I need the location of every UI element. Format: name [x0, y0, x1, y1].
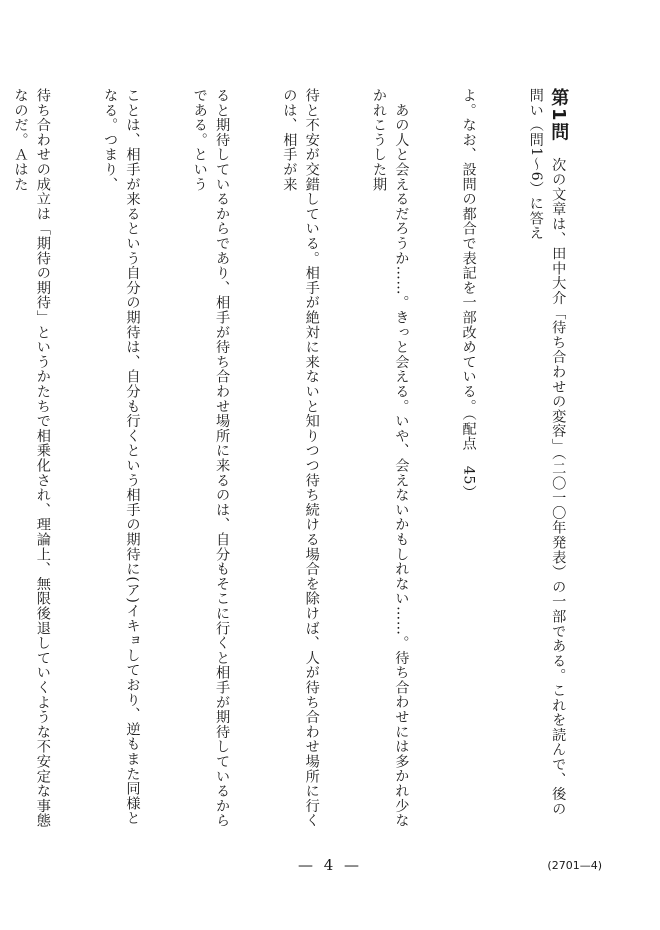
- page-code: (2701—4): [547, 859, 602, 872]
- question-label: 第1問: [548, 88, 570, 143]
- text-line: ると期待しているからであり、相手が待ち合わせ場所に来るのは、自分もそこに行くと相手が期待しているからである。という: [191, 88, 231, 828]
- text-line: あの人と会えるだろうか……。きっと会える。いや、会えないかもしれない……。待ち合わせには多かれ少なかれこうした期: [370, 88, 410, 828]
- question-instructions: 次の文章は、田中大介「待ち合わせの変容」（二〇一〇年発表）の一部である。これを読んで、後の問い（問1〜6）に答え: [527, 88, 567, 817]
- text-line: 待ち合わせの成立は「期待の期待」というかたちで相乗化され、理論上、無限後退していくような不安定な事態なのだ。Ａはた: [12, 88, 51, 828]
- text-line: ことは、相手が来るという自分の期待は、自分も行くという相手の期待に(ア)イキョしており、逆もまた同様となる。つまり、: [102, 88, 141, 826]
- vertical-text-body: [0, 88, 614, 830]
- question-heading-line-1: [524, 88, 569, 830]
- page-number: — 4 —: [297, 856, 363, 874]
- text-line: 待と不安が交錯している。相手が絶対に来ないと知りつつ待ち続ける場合を除けば、人が待ち合わせ場所に行くのは、相手が来: [281, 88, 320, 828]
- question-heading-line-2: よ。なお、設問の都合で表記を一部改めている。（配点 45）: [460, 88, 477, 500]
